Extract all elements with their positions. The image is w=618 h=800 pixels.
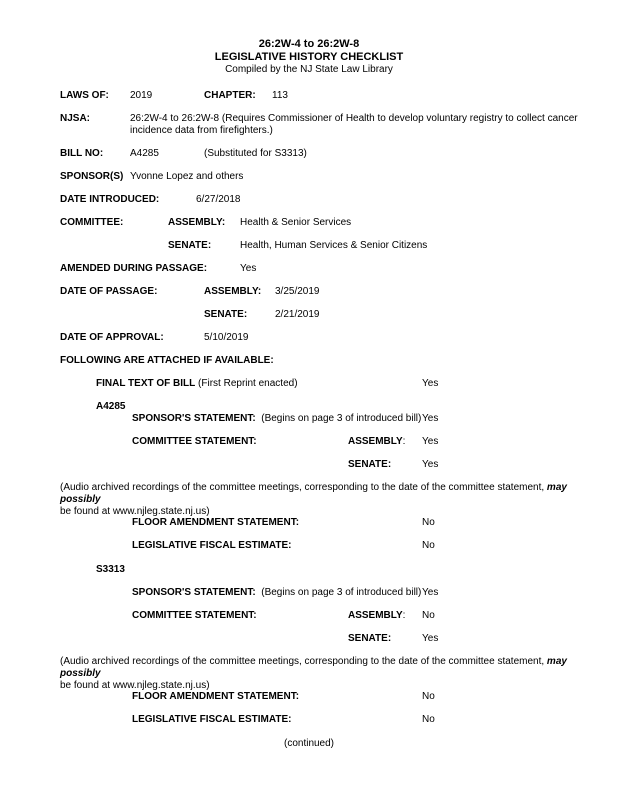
committee-senate-label: SENATE: [168,240,212,251]
passage-assembly-value: 3/25/2019 [275,286,320,297]
s3313-audio-note-url: be found at www.njleg.state.nj.us) [60,680,210,691]
chapter-label: CHAPTER: [204,90,256,101]
chapter-value: 113 [272,90,288,101]
njsa-value: 26:2W-4 to 26:2W-8 (Requires Commissioner of Health to develop voluntary registry to collect cancer incidence data from firefighters.) [130,113,578,136]
a4285-audio-note-emphasis: may possibly [60,482,567,505]
a4285-fiscal-estimate-label: LEGISLATIVE FISCAL ESTIMATE: [132,540,292,551]
final-text-note: (First Reprint enacted) [198,378,298,389]
s3313-sponsor-statement-value: Yes [422,587,439,598]
committee-label: COMMITTEE: [60,217,124,228]
s3313-senate-label: SENATE: [348,633,392,644]
document-title: LEGISLATIVE HISTORY CHECKLIST [214,51,404,63]
s3313-audio-note-text: (Audio archived recordings of the committee meetings, corresponding to the date of the committee statement, [60,656,545,667]
njsa-label: NJSA: [60,113,91,124]
passage-label: DATE OF PASSAGE: [60,286,158,297]
a4285-assembly-row [348,436,405,448]
final-text-value: Yes [422,378,439,389]
substituted-note: (Substituted for S3313) [204,148,307,159]
passage-senate-value: 2/21/2019 [275,309,320,320]
laws-of-value: 2019 [130,90,153,101]
a4285-fiscal-estimate-value: No [422,540,435,551]
a4285-assembly-value: Yes [422,436,439,447]
page-title: 26:2W-4 to 26:2W-8 [258,38,360,50]
continued-note: (continued) [283,738,335,749]
a4285-committee-statement-label: COMMITTEE STATEMENT: [132,436,257,447]
amended-label: AMENDED DURING PASSAGE: [60,263,208,274]
final-text-row [96,378,298,390]
a4285-sponsor-statement-note: (Begins on page 3 of introduced bill) [261,413,422,424]
following-label: FOLLOWING ARE ATTACHED IF AVAILABLE: [60,355,274,366]
a4285-sponsor-statement-label: SPONSOR'S STATEMENT: [132,413,256,424]
approval-label: DATE OF APPROVAL: [60,332,164,343]
s3313-floor-amendment-value: No [422,691,435,702]
bill-no-value: A4285 [130,148,159,159]
s3313-assembly-colon: : [402,610,406,621]
laws-of-label: LAWS OF: [60,90,109,101]
a4285-sponsor-statement-value: Yes [422,413,439,424]
committee-assembly-value: Health & Senior Services [240,217,352,228]
s3313-assembly-label: ASSEMBLY [348,610,403,621]
s3313-assembly-row [348,610,405,622]
committee-assembly-label: ASSEMBLY: [168,217,226,228]
a4285-audio-note [60,482,605,518]
s3313-sponsor-statement-row [132,587,421,599]
s3313-floor-amendment-label: FLOOR AMENDMENT STATEMENT: [132,691,300,702]
s3313-sponsor-statement-label: SPONSOR'S STATEMENT: [132,587,256,598]
approval-value: 5/10/2019 [204,332,249,343]
a4285-senate-value: Yes [422,459,439,470]
a4285-sponsor-statement-row [132,413,421,425]
a4285-floor-amendment-value: No [422,517,435,528]
amended-value: Yes [240,263,257,274]
s3313-fiscal-estimate-value: No [422,714,435,725]
sponsor-label: SPONSOR(S) [60,171,124,182]
a4285-floor-amendment-label: FLOOR AMENDMENT STATEMENT: [132,517,300,528]
date-introduced-label: DATE INTRODUCED: [60,194,160,205]
s3313-assembly-value: No [422,610,435,621]
a4285-senate-label: SENATE: [348,459,392,470]
a4285-assembly-colon: : [402,436,406,447]
s3313-heading: S3313 [96,564,125,575]
s3313-audio-note-emphasis: may possibly [60,656,567,679]
passage-senate-label: SENATE: [204,309,248,320]
s3313-committee-statement-label: COMMITTEE STATEMENT: [132,610,257,621]
a4285-heading: A4285 [96,401,126,412]
sponsor-value: Yvonne Lopez and others [130,171,244,182]
a4285-audio-note-text: (Audio archived recordings of the committee meetings, corresponding to the date of the committee statement, [60,482,545,493]
s3313-fiscal-estimate-label: LEGISLATIVE FISCAL ESTIMATE: [132,714,292,725]
compiled-by: Compiled by the NJ State Law Library [225,64,393,75]
a4285-audio-note-url: be found at www.njleg.state.nj.us) [60,506,210,517]
bill-no-label: BILL NO: [60,148,104,159]
a4285-assembly-label: ASSEMBLY [348,436,403,447]
s3313-sponsor-statement-note: (Begins on page 3 of introduced bill) [261,587,422,598]
final-text-label: FINAL TEXT OF BILL [96,378,196,389]
s3313-senate-value: Yes [422,633,439,644]
date-introduced-value: 6/27/2018 [196,194,241,205]
s3313-audio-note [60,656,605,692]
passage-assembly-label: ASSEMBLY: [204,286,262,297]
committee-senate-value: Health, Human Services & Senior Citizens [240,240,428,251]
